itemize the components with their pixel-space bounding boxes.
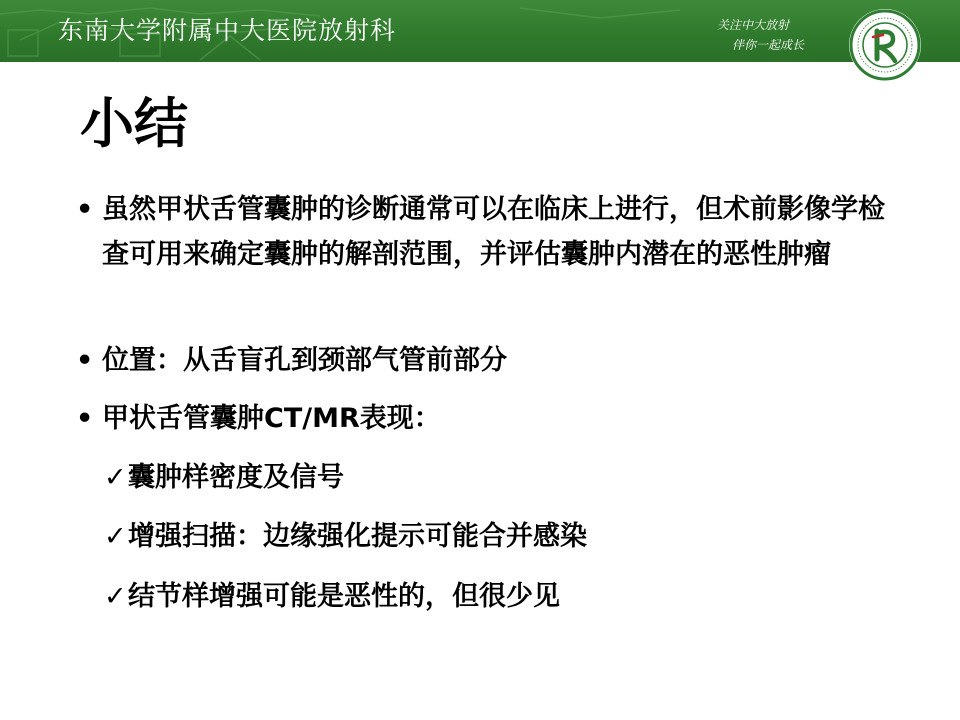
sub-item-text: 结节样增强可能是恶性的，但很少见 [128,581,560,612]
slogan-line-2: 伴你一起成长 [732,38,805,52]
hospital-name: 东南大学附属中大医院放射科 [58,16,397,45]
header-bar [0,0,960,62]
bullet-item [76,187,896,277]
sub-item-text: 增强扫描：边缘强化提示可能合并感染 [128,521,587,552]
bullet-text: 甲状舌管囊肿CT/MR表现： [102,403,441,434]
check-icon: ✓ [104,581,127,612]
sub-item-text: 囊肿样密度及信号 [128,462,344,493]
hospital-logo-icon [847,7,927,87]
slide-title: 小结 [80,92,188,155]
bullet-item [76,396,896,441]
check-icon: ✓ [104,462,127,493]
bullet-marker: • [76,345,94,376]
sub-item [104,458,884,498]
bullet-marker: • [76,194,94,225]
bullet-marker: • [76,403,94,434]
bullet-text: 虽然甲状舌管囊肿的诊断通常可以在临床上进行，但术前影像学检查可用来确定囊肿的解剖范围，并评估囊肿内潜在的恶性肿瘤 [102,194,885,270]
slogan-line-1: 关注中大放射 [717,18,790,32]
bullet-text: 位置：从舌盲孔到颈部气管前部分 [102,345,507,376]
check-icon: ✓ [104,521,127,552]
sub-item [104,517,884,557]
sub-item [104,577,884,617]
bullet-item [76,338,896,383]
